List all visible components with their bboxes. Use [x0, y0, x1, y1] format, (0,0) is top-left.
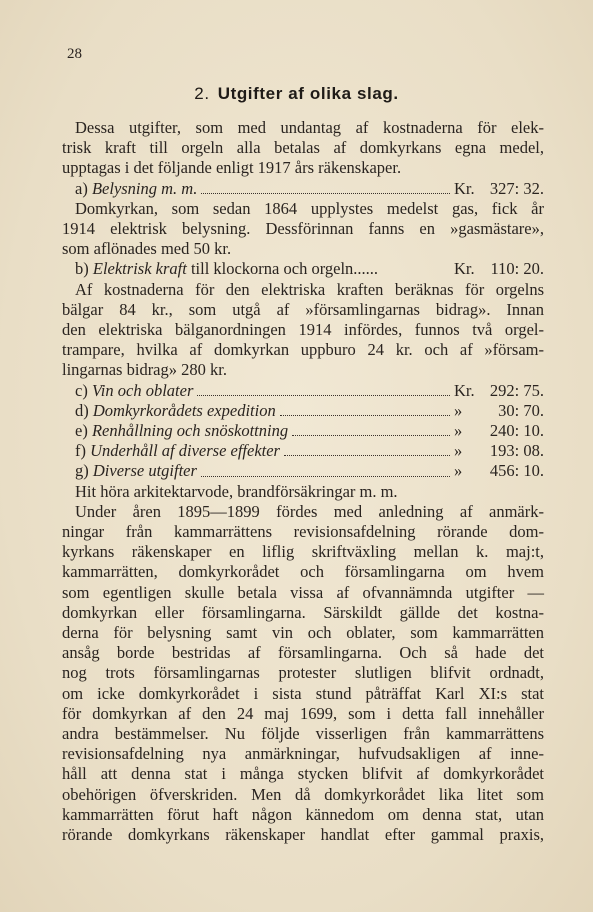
item-title: Vin och oblater — [91, 380, 194, 400]
item-title: Domkyrkorådets expedition — [92, 400, 276, 420]
item-currency: » — [454, 420, 463, 440]
text-line: trampare, hvilka af domkyrkan uppburo 24 kr. och af »försam- — [62, 340, 544, 360]
item-currency: Kr. — [454, 259, 475, 279]
section-heading — [0, 84, 593, 104]
text-line: ningar från kammarrättens revisionsafdelning rörande dom- — [62, 521, 544, 541]
text-line: för domkyrkan af den 24 maj 1699, som i detta fall innehåller — [62, 703, 544, 723]
item-amount: 327: 32. — [489, 178, 544, 198]
page-number: 28 — [67, 46, 82, 62]
text-line: Hit höra arkitektarvode, brandförsäkringar m. m. — [75, 481, 398, 501]
text-line: nog trots församlingarnas protester slutligen blifvit ordnadt, — [62, 663, 544, 683]
item-amount: 240: 10. — [489, 420, 544, 440]
text-line: håll att denna stat i många stycken blifvit af domkyrkorådet — [62, 764, 544, 784]
item-currency: Kr. — [454, 380, 475, 400]
text-line: den elektriska bälganordningen 1914 infördes, funnos två orgel- — [62, 319, 544, 339]
text-line: som aflönades med 50 kr. — [62, 239, 232, 259]
text-line: Domkyrkan, som sedan 1864 upplystes medelst gas, fick år — [75, 198, 544, 218]
text-line: Under åren 1895—1899 fördes med anledning af anmärk- — [75, 501, 544, 521]
expense-item-d — [62, 401, 544, 421]
expense-item-a — [62, 179, 544, 199]
item-amount: 30: 70. — [498, 400, 544, 420]
dot-leader — [280, 401, 450, 416]
text-line: revisionsafdelning nya anmärkningar, hufvudsakligen af inne- — [62, 744, 544, 764]
item-title: Renhållning och snöskottning — [91, 420, 289, 440]
text-line: bälgar 84 kr., som utgå af »församlingarnas bidrag». Innan — [62, 299, 544, 319]
text-line: derna för belysning samt vin och oblater, som kammarrätten — [62, 622, 544, 642]
item-label: c) — [75, 380, 88, 400]
text-line: kammarrätten förut haft någon kännedom om denna stat, utan — [62, 804, 544, 824]
item-suffix: till klockorna och orgeln...... — [190, 259, 379, 279]
expense-item-g — [62, 461, 544, 481]
item-amount: 456: 10. — [489, 461, 544, 481]
expense-item-f — [62, 441, 544, 461]
item-label: f) — [75, 441, 86, 461]
item-label: a) — [75, 178, 88, 198]
section-number: 2. — [194, 84, 210, 103]
item-title: Belysning m. m. — [91, 178, 198, 198]
item-title: Diverse utgifter — [92, 461, 197, 481]
text-line: obehörigen öfverskriden. Men då domkyrkorådet lika litet som — [62, 784, 544, 804]
item-amount: 193: 08. — [489, 441, 544, 461]
text-line: rörande domkyrkans räkenskaper handlat efter gammal praxis, — [62, 824, 544, 844]
text-line: Dessa utgifter, som med undantag af kostnaderna för elek- — [75, 118, 544, 137]
text-line: trisk kraft till orgeln alla betalas af domkyrkans egna medel, — [62, 138, 544, 158]
item-label: g) — [75, 461, 89, 481]
item-amount: 110: 20. — [490, 259, 544, 279]
item-label: d) — [75, 400, 89, 420]
item-currency: Kr. — [454, 178, 475, 198]
section-title: Utgifter af olika slag. — [217, 84, 399, 103]
item-label: e) — [75, 420, 88, 440]
text-line: kammarrätten, domkyrkorådet och församlingarna om hvem — [62, 562, 544, 582]
text-line: lingarnas bidrag» 280 kr. — [62, 360, 227, 380]
dot-leader — [201, 179, 450, 194]
text-line: Af kostnaderna för den elektriska kraften beräknas för orgelns — [75, 279, 544, 299]
item-label: b) — [75, 259, 89, 279]
dot-leader — [197, 381, 450, 396]
text-line: ansåg borde bestridas af församlingarna. Och så hade det — [62, 643, 544, 663]
expense-item-c — [62, 381, 544, 401]
text-line: 1914 elektrisk belysning. Dessförinnan fanns en »gasmästare», — [62, 218, 544, 238]
dot-leader — [284, 441, 450, 456]
text-line: om icke domkyrkorådet i sista stund påträffat Karl XI:s stat — [62, 683, 544, 703]
text-line: andra bestämmelser. Nu följde visserligen från kammarrättens — [62, 723, 544, 743]
item-currency: » — [454, 400, 463, 420]
text-line: upptagas i det följande enligt 1917 års räkenskaper. — [62, 158, 402, 178]
text-line: kyrkans räkenskaper en liflig skriftväxling mellan k. maj:t, — [62, 542, 544, 562]
item-currency: » — [454, 461, 463, 481]
dot-leader — [292, 421, 450, 436]
item-title: Elektrisk kraft — [92, 259, 187, 279]
expense-item-b — [62, 259, 544, 279]
item-currency: » — [454, 441, 463, 461]
text-line: domkyrkan eller församlingarna. Särskildt gällde det kostna- — [62, 602, 544, 622]
body-text — [62, 118, 544, 845]
text-line: som egentligen skulle betala vissa af ofvannämnda utgifter — — [62, 582, 544, 602]
dot-leader — [201, 461, 450, 476]
item-amount: 292: 75. — [489, 380, 544, 400]
item-title: Underhåll af diverse effekter — [90, 441, 280, 461]
expense-item-e — [62, 421, 544, 441]
